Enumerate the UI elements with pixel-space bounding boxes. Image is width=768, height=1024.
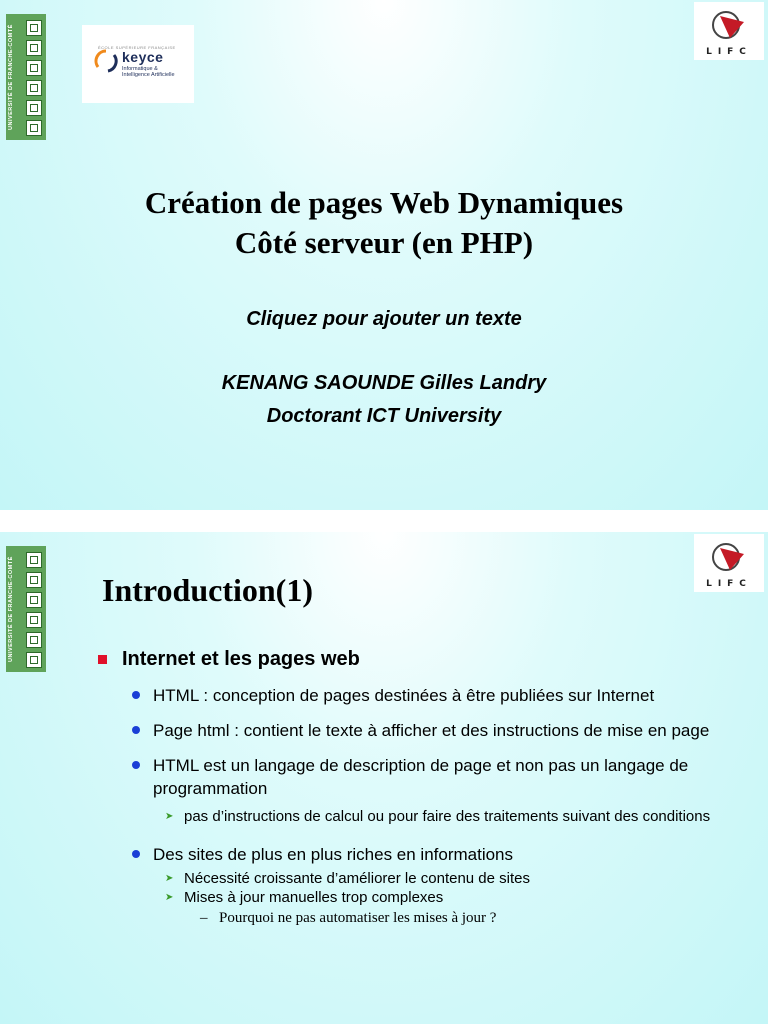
- keyce-swirl-icon: [94, 49, 118, 73]
- list-item: HTML est un langage de description de page et non pas un langage de programmation: [0, 754, 768, 800]
- mask-icon: [26, 80, 42, 96]
- square-icon: [26, 60, 42, 76]
- list-item: Page html : contient le texte à afficher et des instructions de mise en page: [0, 719, 768, 742]
- list-subsubitem: – Pourquoi ne pas automatiser les mises à jour ?: [0, 908, 768, 928]
- title-slide: [0, 0, 768, 510]
- slide-gap: [0, 510, 768, 532]
- list-subitem: ➤ Mises à jour manuelles trop complexes: [0, 887, 768, 908]
- lifc-emblem-icon: [710, 8, 746, 42]
- author-role: Doctorant ICT University: [266, 405, 502, 427]
- grid-icon: [26, 100, 42, 116]
- square-icon: [26, 592, 42, 608]
- lifc-text: LIFC: [706, 579, 752, 589]
- slide-title: [0, 183, 768, 263]
- content-slide: [0, 532, 768, 1024]
- university-logo-text: UNIVERSITÉ DE FRANCHE-COMTÉ: [8, 24, 14, 130]
- list-item-main: Internet et les pages web: [0, 646, 768, 672]
- mask-icon: [26, 612, 42, 628]
- lifc-logo: [694, 2, 764, 60]
- author-name: KENANG SAOUNDE Gilles Landry: [221, 372, 547, 394]
- keyce-name: keyce: [122, 49, 164, 65]
- book-icon: [26, 20, 42, 36]
- pen-icon: [26, 572, 42, 588]
- keyce-logo: [82, 25, 194, 103]
- list-subitem: ➤ pas d’instructions de calcul ou pour faire des traitements suivant des conditions: [0, 806, 768, 827]
- lifc-logo: [694, 534, 764, 592]
- pen-icon: [26, 40, 42, 56]
- lifc-emblem-icon: [710, 540, 746, 574]
- lifc-text: LIFC: [706, 47, 752, 57]
- title-line-2: Côté serveur (en PHP): [234, 225, 534, 260]
- list-subitem: ➤ Nécessité croissante d’améliorer le contenu de sites: [0, 868, 768, 889]
- subtitle-placeholder[interactable]: Cliquez pour ajouter un texte: [246, 308, 522, 330]
- university-logo: [6, 14, 46, 140]
- book-icon: [26, 552, 42, 568]
- keyce-subtitle: Informatique & Intelligence Artificielle: [122, 66, 175, 78]
- slide-title: Introduction(1): [102, 572, 313, 608]
- list-item: HTML : conception de pages destinées à être publiées sur Internet: [0, 684, 768, 707]
- university-logo-text: UNIVERSITÉ DE FRANCHE-COMTÉ: [8, 556, 14, 662]
- title-line-1: Création de pages Web Dynamiques: [144, 185, 624, 220]
- bullet-list: [0, 646, 768, 928]
- author-block: [0, 367, 768, 433]
- flower-icon: [26, 120, 42, 136]
- list-item: Des sites de plus en plus riches en informations: [0, 843, 768, 866]
- keyce-tagline: ÉCOLE SUPÉRIEURE FRANÇAISE: [98, 45, 176, 50]
